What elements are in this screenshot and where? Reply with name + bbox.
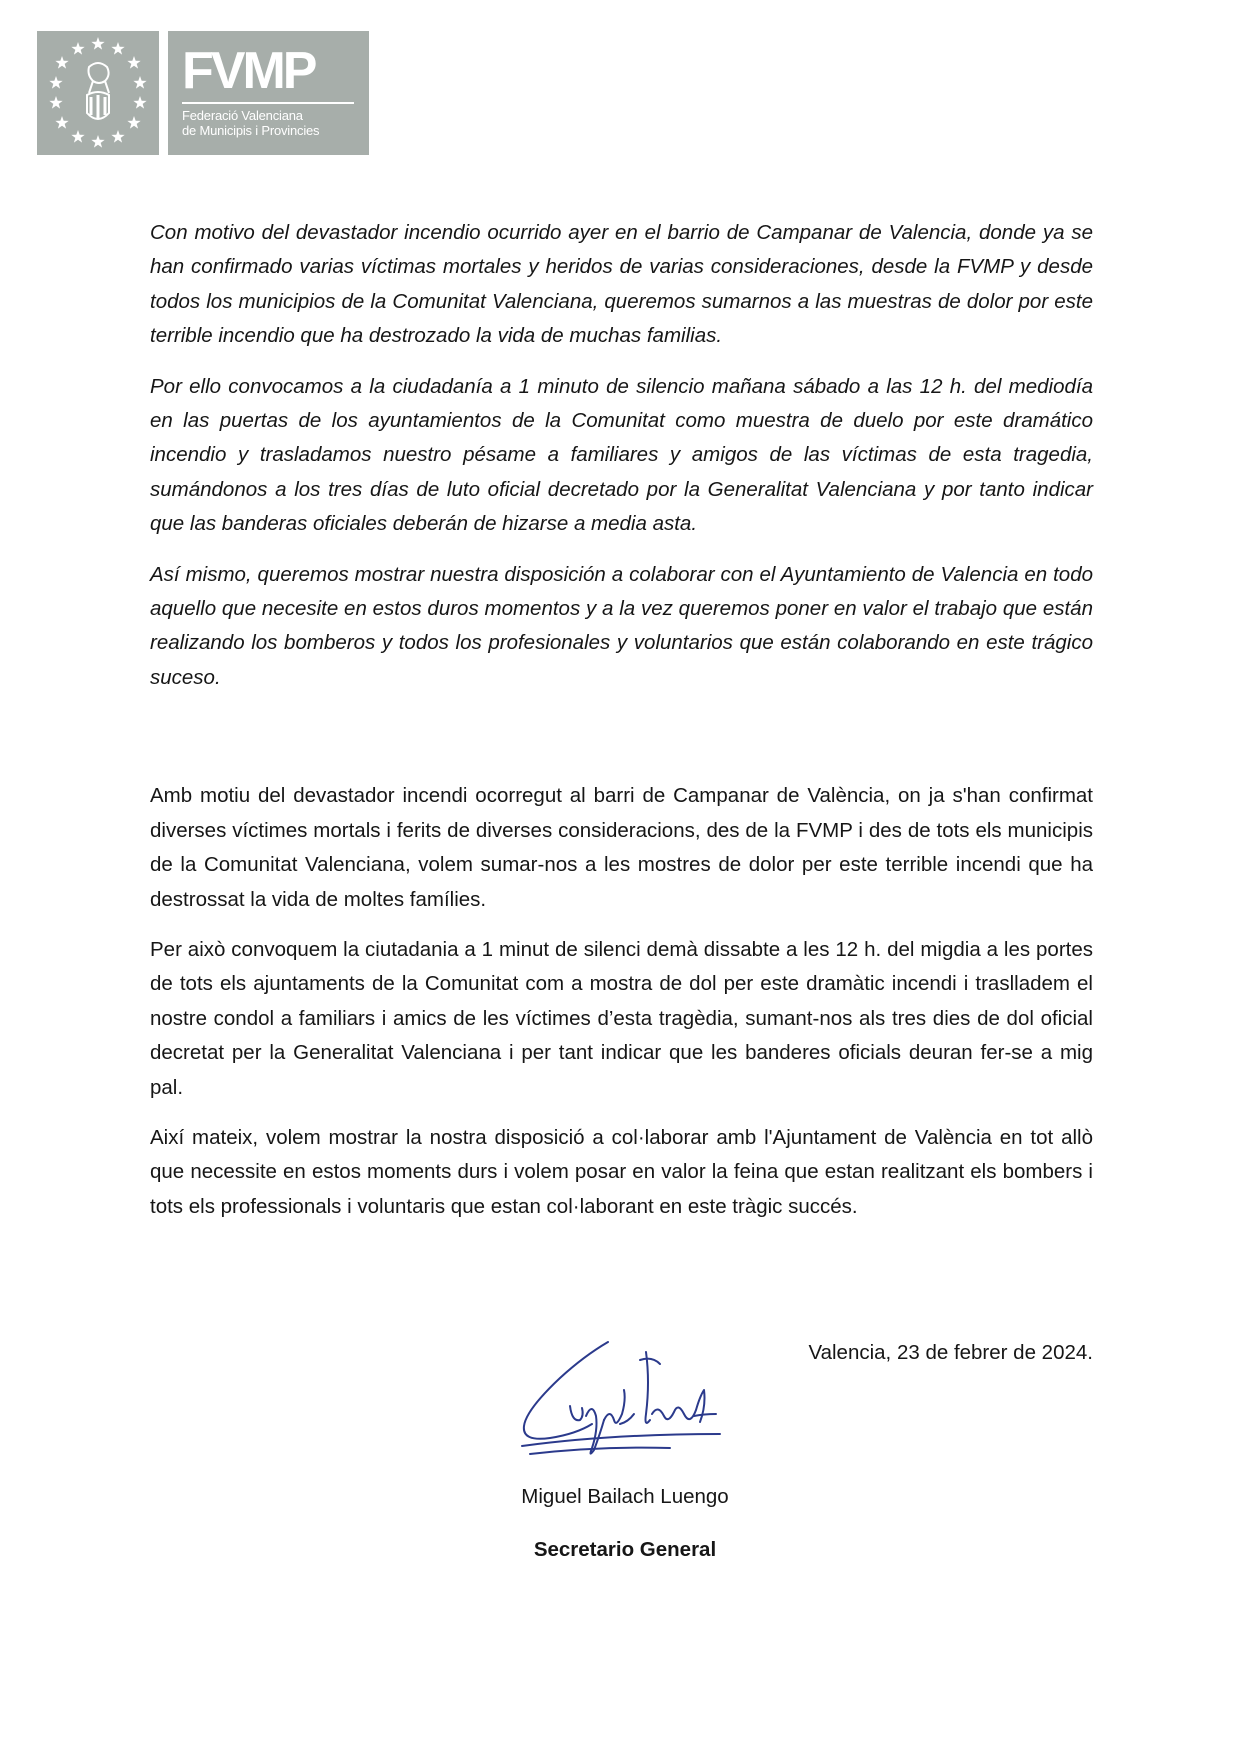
spanish-paragraph-1: Con motivo del devastador incendio ocurrido ayer en el barrio de Campanar de Valencia, donde ya se han confirmado varias víctimas mortales y heridos de varias consideraciones, desde la FVMP y desde todos los municipios de la Comunitat Valenciana, queremos sumarnos a las muestras de dolor por este terrible incendio que ha destrozado la vida de muchas familias. <box>150 221 1093 348</box>
handwritten-signature <box>500 1330 760 1475</box>
letter-body <box>150 216 1093 1224</box>
logo-acronym: FVMP <box>182 42 315 100</box>
logo-name-line-1: Federació Valenciana <box>182 108 303 123</box>
logo-name-line-2: de Municipis i Provincies <box>182 123 320 138</box>
valencian-section <box>150 779 1093 1224</box>
logo-emblem <box>37 31 159 155</box>
valencian-paragraph-2: Per això convoquem la ciutadania a 1 minut de silenci demà dissabte a les 12 h. del migdia a les portes de tots els ajuntaments de la Comunitat com a mostra de dol per este dramàtic incendi i traslladem el nostre condol a familiars i amics de les víctimes d’esta tragèdia, sumant-nos als tres dies de dol oficial decretat per la Generalitat Valenciana i per tant indicar que les banderes oficials deuran fer-se a mig pal. <box>150 937 1093 1099</box>
letter-date: Valencia, 23 de febrer de 2024. <box>808 1341 1093 1364</box>
valencian-paragraph-3: Així mateix, volem mostrar la nostra disposició a col·laborar amb l'Ajuntament de València en tot allò que necessite en estos moments durs i volem posar en valor la feina que estan realitzant els bombers i tots els professionals i voluntaris que estan col·laborant en este tràgic succés. <box>150 1125 1093 1218</box>
spanish-paragraph-2: Por ello convocamos a la ciudadanía a 1 minuto de silencio mañana sábado a las 12 h. del mediodía en las puertas de los ayuntamientos de la Comunitat como muestra de duelo por este dramático incendio y trasladamos nuestro pésame a familiares y amigos de las víctimas de esta tragedia, sumándonos a los tres días de luto oficial decretado por la Generalitat Valenciana y por tanto indicar que las banderas oficiales deberán de hizarse a media asta. <box>150 374 1093 536</box>
spanish-paragraph-3: Así mismo, queremos mostrar nuestra disposición a colaborar con el Ayuntamiento de Valencia en todo aquello que necesite en estos duros momentos y a la vez queremos poner en valor el trabajo que están realizando los bomberos y todos los profesionales y voluntarios que están colaborando en este trágico suceso. <box>150 562 1093 689</box>
spanish-section <box>150 216 1093 695</box>
logo-wordmark <box>168 31 369 155</box>
stars-emblem-icon <box>37 31 159 155</box>
valencian-paragraph-1: Amb motiu del devastador incendi ocorregut al barri de Campanar de València, on ja s'han confirmat diverses víctimes mortals i ferits de diverses consideracions, des de la FVMP i des de tots els municipis de la Comunitat Valenciana, volem sumar-nos a les mostres de dolor per este terrible incendi que ha destrossat la vida de moltes famílies. <box>150 784 1093 911</box>
signature-icon <box>500 1330 760 1475</box>
signer-title: Secretario General <box>533 1538 717 1561</box>
logo-divider <box>182 102 354 104</box>
signer-name: Miguel Bailach Luengo <box>521 1485 729 1508</box>
